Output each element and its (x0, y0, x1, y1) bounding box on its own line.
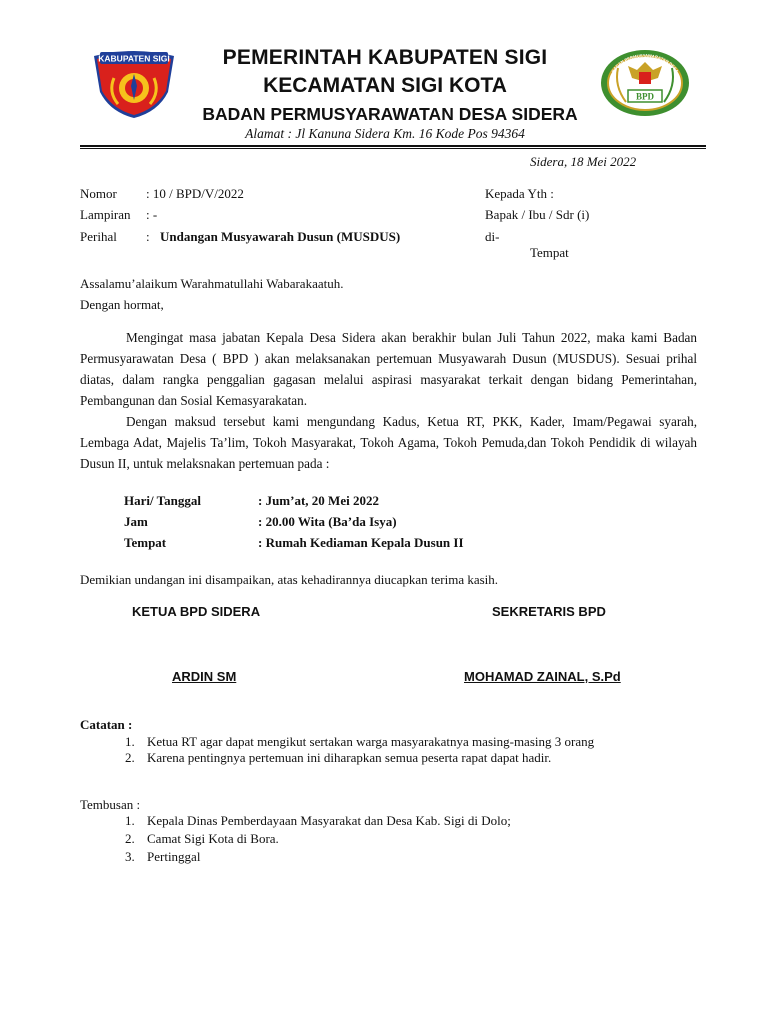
notes-item-text: Ketua RT agar dapat mengikut sertakan warga masyarakatnya masing-masing 3 orang (147, 734, 595, 749)
notes-item (125, 734, 715, 750)
nomor-label: Nomor (80, 186, 117, 201)
cc-item-number: 3. (125, 849, 135, 864)
cc-item-number: 1. (125, 813, 135, 828)
perihal-value: Undangan Musyawarah Dusun (MUSDUS) (160, 229, 401, 244)
letterhead-divider-thin (80, 148, 706, 149)
letter-date: Sidera, 18 Mei 2022 (530, 154, 637, 169)
salutation: Dengan hormat, (80, 297, 164, 312)
notes-item-number: 1. (125, 734, 135, 749)
notes-item-number: 2. (125, 750, 135, 765)
schedule-time-value: : 20.00 Wita (Ba’da Isya) (258, 514, 397, 529)
notes-item-text: Karena pentingnya pertemuan ini diharapkan semua peserta rapat dapat hadir. (147, 750, 552, 765)
notes-item (125, 750, 715, 766)
schedule-time-label: Jam (124, 514, 148, 529)
notes-title: Catatan : (80, 717, 133, 732)
schedule-place-label: Tempat (124, 535, 167, 550)
letterhead-government: PEMERINTAH KABUPATEN SIGI (222, 46, 548, 69)
letterhead-district: KECAMATAN SIGI KOTA (263, 74, 507, 97)
right-logo-ring-text: BADAN PERMUSYAWARATAN DESA (610, 52, 680, 74)
cc-item-text: Camat Sigi Kota di Bora. (147, 831, 279, 846)
cc-list (125, 813, 715, 867)
bpd-logo (598, 48, 692, 118)
signature-right-name: MOHAMAD ZAINAL, S.Pd (464, 669, 621, 684)
left-logo-label: KABUPATEN SIGI (98, 53, 170, 64)
body-paragraph-2: Dengan maksud tersebut kami mengundang Kadus, Ketua RT, PKK, Kader, Imam/Pegawai syarah, Lembaga Adat, Majelis Ta’lim, Tokoh Masyarakat, Tokoh Agama, Tokoh Pemuda,dan Tokoh Pendidik di wilayah Dusun II, untuk melaksnakan pertemuan pada : (80, 414, 697, 471)
cc-item-number: 2. (125, 831, 135, 846)
recipient-line3: di- (485, 229, 500, 244)
perihal-colon: : (146, 229, 150, 244)
cc-item (125, 813, 715, 831)
perihal-label: Perihal (80, 229, 117, 244)
recipient-line1: Kepada Yth : (485, 186, 554, 201)
signature-left-title: KETUA BPD SIDERA (132, 604, 261, 619)
closing-sentence: Demikian undangan ini disampaikan, atas kehadirannya diucapkan terima kasih. (80, 572, 499, 587)
letterhead-divider (80, 145, 706, 147)
greeting: Assalamu’alaikum Warahmatullahi Wabarakaatuh. (80, 276, 344, 291)
lampiran-value: : - (146, 207, 158, 222)
right-logo-label: BPD (636, 91, 654, 102)
lampiran-label: Lampiran (80, 207, 131, 222)
kabupaten-sigi-logo (88, 48, 180, 120)
cc-item-text: Pertinggal (147, 849, 201, 864)
notes-list (125, 734, 715, 766)
cc-item (125, 849, 715, 867)
signature-left-name: ARDIN SM (172, 669, 237, 684)
schedule-place-value: : Rumah Kediaman Kepala Dusun II (258, 535, 464, 550)
letterhead-address: Alamat : Jl Kanuna Sidera Km. 16 Kode Pos 94364 (245, 126, 525, 141)
recipient-line4: Tempat (530, 245, 569, 260)
signature-right-title: SEKRETARIS BPD (492, 604, 606, 619)
letterhead-institution: BADAN PERMUSYARAWATAN DESA SIDERA (202, 104, 578, 124)
schedule-day-value: : Jum’at, 20 Mei 2022 (258, 493, 379, 508)
cc-title: Tembusan : (80, 797, 141, 812)
schedule-day-label: Hari/ Tanggal (124, 493, 201, 508)
cc-item (125, 831, 715, 849)
nomor-value: : 10 / BPD/V/2022 (146, 186, 244, 201)
body-paragraph-1: Mengingat masa jabatan Kepala Desa Sidera akan berakhir bulan Juli Tahun 2022, maka kami Badan Permusyarawatan Desa ( BPD ) akan melaksanakan pertemuan Musyawarah Dusun (MUSDUS). Sesuai prihal diatas, dalam rangka penggalian gagasan melalui aspirasi masyarakat terkait dengan bidang Pemerintahan, Pembangunan dan Sosial Kemasyarakatan. (80, 330, 697, 408)
cc-item-text: Kepala Dinas Pemberdayaan Masyarakat dan Desa Kab. Sigi di Dolo; (147, 813, 511, 828)
recipient-line2: Bapak / Ibu / Sdr (i) (485, 207, 590, 222)
